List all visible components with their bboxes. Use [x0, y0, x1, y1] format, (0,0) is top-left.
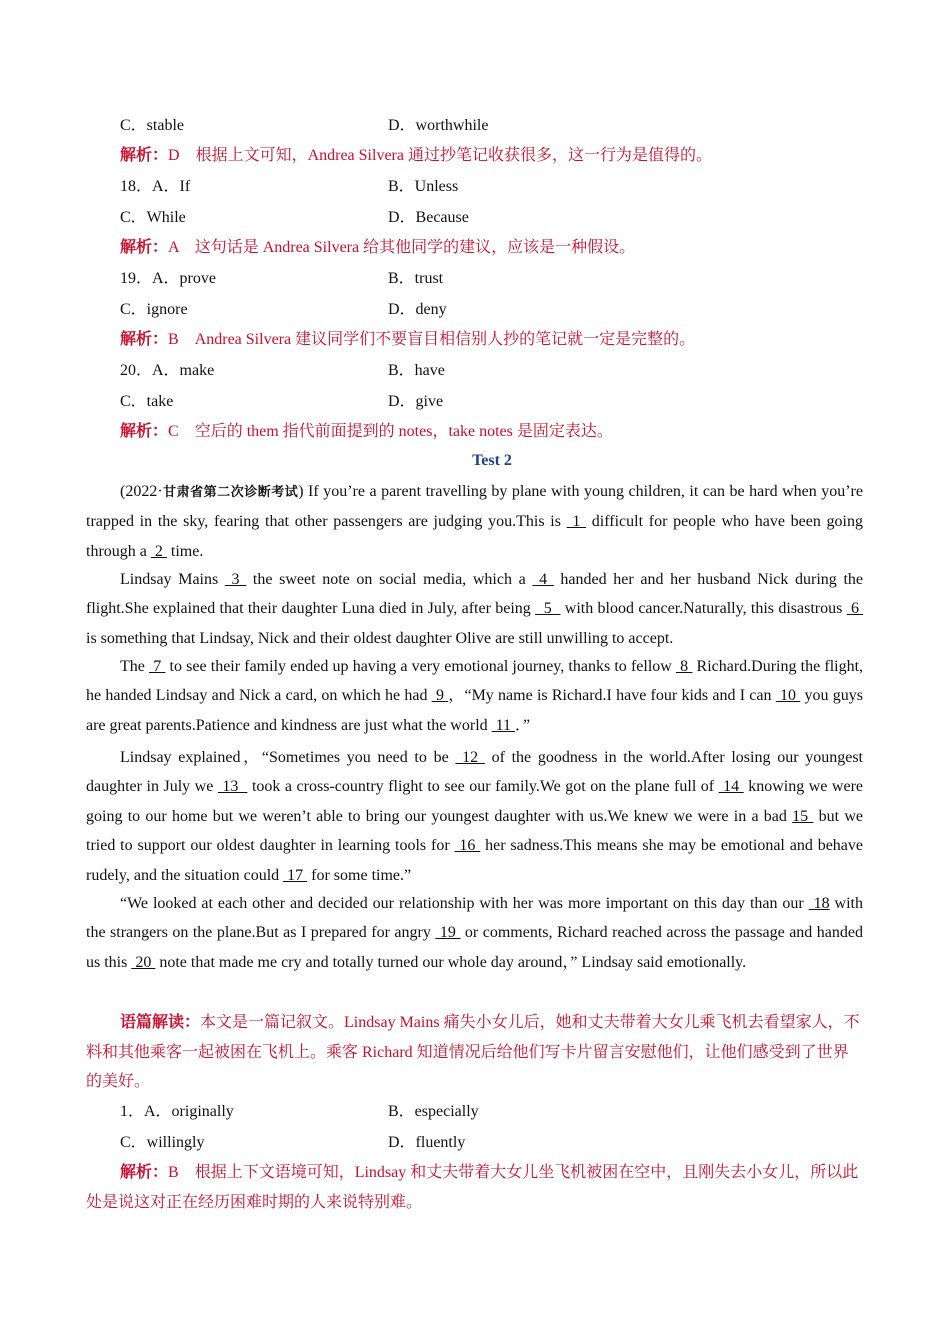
blank-17: 17 — [283, 866, 308, 884]
q17-option-d: D．worthwhile — [388, 117, 489, 134]
text-run: ) If you’re a parent travelling by plane with young children, it can be hard when you’re trapped in the sky, fearing that other passengers are judging you.This is — [86, 483, 863, 531]
q18-analysis — [120, 238, 635, 258]
q19-option-b: B．trust — [388, 270, 444, 287]
q20-option-a: 20．A．make — [120, 362, 215, 379]
q19-option-d: D．deny — [388, 301, 447, 318]
text-run: or comments, Richard reached across the passage and handed us this — [86, 924, 864, 971]
passage-paragraph-4 — [86, 743, 863, 890]
text-run: her sadness.This means she may be emotional and behave rudely, and the situation could — [86, 837, 864, 884]
q19-option-a: 19．A．prove — [120, 270, 216, 287]
text-run: with the strangers on the plane.But as I prepared for angry — [86, 895, 864, 942]
analysis-text: B Andrea Silvera 建议同学们不要盲目相信别人抄的笔记就一定是完整的。 — [168, 331, 696, 348]
text-run: ．” — [515, 716, 531, 734]
text-run: for some time.” — [307, 866, 412, 884]
passage-paragraph-1 — [86, 477, 863, 566]
text-run: time. — [166, 542, 204, 560]
q1-option-d: D．fluently — [388, 1134, 466, 1151]
blank-20: 20 — [131, 953, 156, 971]
q18-option-d: D．Because — [388, 209, 469, 226]
blank-11: 11 — [491, 716, 516, 734]
q20-analysis — [120, 422, 613, 442]
passage-summary — [86, 1008, 863, 1097]
q1-option-c: C．willingly — [120, 1134, 205, 1151]
blank-16: 16 — [454, 837, 481, 855]
blank-9: 9 — [431, 687, 449, 705]
text-run: “We looked at each other and decided our relationship with her was more important on this day than our — [120, 895, 809, 912]
blank-10: 10 — [775, 687, 801, 705]
q17-option-c: C．stable — [120, 117, 184, 134]
text-run: is something that Lindsay, Nick and their oldest daughter Olive are still unwilling to accept. — [86, 629, 674, 647]
text-run: but we tried to support our oldest daughter in learning tools for — [86, 807, 863, 855]
text-run: to see their family ended up having a very emotional journey, thanks to fellow — [165, 658, 677, 675]
q18-option-c: C．While — [120, 209, 186, 226]
q1-analysis — [86, 1158, 863, 1217]
blank-6: 6 — [846, 600, 864, 618]
blank-14: 14 — [718, 778, 744, 796]
q1-option-a: 1．A．originally — [120, 1103, 234, 1120]
source-open: (2022· — [120, 483, 163, 500]
text-run: with blood cancer.Naturally, this disastrous — [560, 600, 847, 618]
text-run: Richard.During the flight, he handed Lindsay and Nick a card, on which he had — [86, 658, 864, 705]
summary-label: 语篇解读： — [120, 1014, 201, 1031]
text-run: ，“My name is Richard.I have four kids and I can — [448, 687, 776, 705]
blank-12: 12 — [455, 749, 485, 766]
blank-19: 19 — [435, 924, 461, 942]
passage-paragraph-5 — [86, 889, 863, 977]
q20-option-d: D．give — [388, 393, 444, 410]
blank-8: 8 — [676, 658, 693, 675]
analysis-label: 解析： — [120, 423, 169, 440]
text-run: The — [120, 658, 150, 675]
q20-option-c: C．take — [120, 393, 174, 410]
q18-option-b: B．Unless — [388, 178, 459, 195]
q19-analysis — [120, 330, 695, 350]
blank-2: 2 — [150, 542, 167, 560]
q1-option-b: B．especially — [388, 1103, 479, 1120]
q17-analysis — [120, 146, 712, 166]
source-label: 甘肃省第二次诊断考试 — [162, 485, 299, 500]
blank-3: 3 — [224, 571, 247, 588]
text-run: Lindsay Mains — [120, 571, 225, 588]
text-run: you guys are great parents.Patience and kindness are just what the world — [86, 687, 863, 734]
analysis-label: 解析： — [120, 147, 169, 164]
blank-13: 13 — [217, 778, 248, 796]
summary-text: 本文是一篇记叙文。Lindsay Mains 痛失小女儿后，她和丈夫带着大女儿乘飞机去看望家人，不料和其他乘客一起被困在飞机上。乘客 Richard 知道情况后给他们写卡片留言安慰他们，让他们感受到了世界的美好。 — [86, 1014, 860, 1091]
analysis-text: D 根据上文可知，Andrea Silvera 通过抄笔记收获很多，这一行为是值得的。 — [168, 147, 712, 164]
text-run: of the goodness in the world.After losing our youngest daughter in July we — [86, 749, 864, 796]
text-run: knowing we were going to our home but we weren’t able to bring our youngest daughter with us.We knew we were in a bad — [86, 778, 864, 825]
blank-5: 5 — [535, 600, 561, 618]
q18-option-a: 18．A．If — [120, 178, 191, 195]
passage-paragraph-3 — [86, 652, 863, 740]
text-run: note that made me cry and totally turned our whole day around，” Lindsay said emotionally. — [155, 953, 747, 971]
blank-18: 18 — [808, 895, 830, 912]
analysis-label: 解析： — [120, 331, 169, 348]
q19-option-c: C．ignore — [120, 301, 188, 318]
blank-7: 7 — [149, 658, 166, 675]
text-run: difficult for people who have been going through a — [86, 513, 864, 560]
text-run: took a cross-country flight to see our family.We got on the plane full of — [247, 778, 719, 796]
test2-title: Test 2 — [472, 452, 512, 469]
passage-paragraph-2 — [86, 565, 863, 653]
analysis-label: 解析： — [120, 239, 169, 256]
q20-option-b: B．have — [388, 362, 445, 379]
blank-15: 15 — [792, 807, 814, 825]
analysis-text: C 空后的 them 指代前面提到的 notes，take notes 是固定表达。 — [168, 423, 613, 440]
analysis-text: A 这句话是 Andrea Silvera 给其他同学的建议，应该是一种假设。 — [168, 239, 636, 256]
analysis-text: B 根据上下文语境可知，Lindsay 和丈夫带着大女儿坐飞机被困在空中，且刚失去小女儿，所以此处是说这对正在经历困难时期的人来说特别难。 — [86, 1164, 859, 1211]
blank-1: 1 — [566, 513, 587, 531]
text-run: the sweet note on social media, which a — [246, 571, 533, 588]
analysis-label: 解析： — [120, 1164, 169, 1181]
blank-4: 4 — [532, 571, 554, 588]
text-run: handed her and her husband Nick during the flight.She explained that their daughter Luna died in July, after being — [86, 571, 864, 618]
text-run: Lindsay explained，“Sometimes you need to be — [120, 749, 456, 766]
